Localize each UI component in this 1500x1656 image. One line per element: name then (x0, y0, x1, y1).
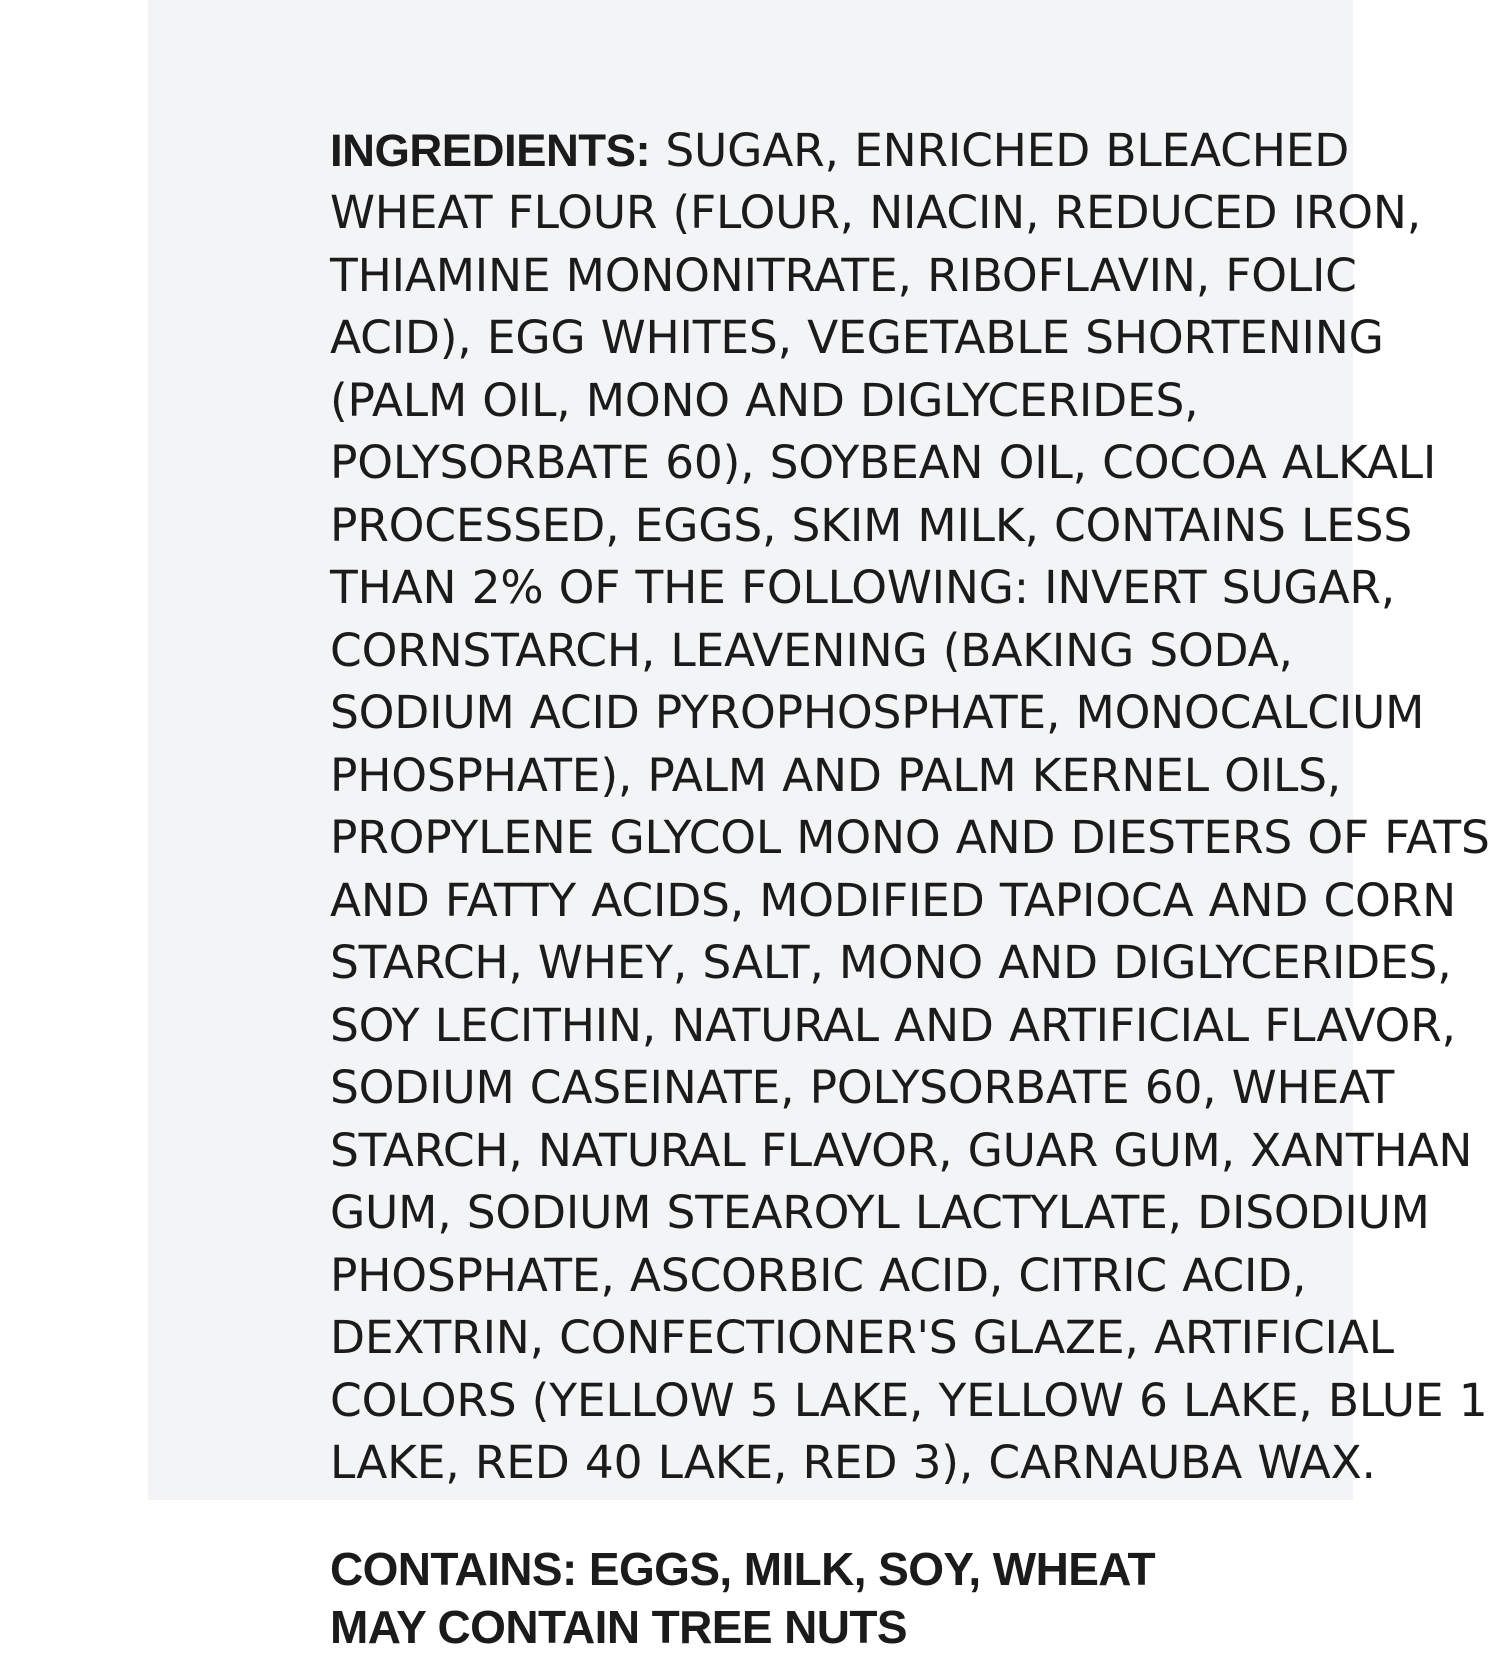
allergen-block (330, 1540, 1490, 1656)
may-contain-statement: MAY CONTAIN TREE NUTS (330, 1601, 907, 1653)
contains-statement: CONTAINS: EGGS, MILK, SOY, WHEAT (330, 1543, 1155, 1595)
ingredients-text: SUGAR, ENRICHED BLEACHED WHEAT FLOUR (FLOUR, NIACIN, REDUCED IRON, THIAMINE MONONITRATE, RIBOFLAVIN, FOLIC ACID), EGG WHITES, VEGETABLE SHORTENING (PALM OIL, MONO AND DIGLYCERIDES, POLYSORBATE 60), SOYBEAN OIL, COCOA ALKALI PROCESSED, EGGS, SKIM MILK, CONTAINS LESS THAN 2% OF THE FOLLOWING: INVERT SUGAR, CORNSTARCH, LEAVENING (BAKING SODA, SODIUM ACID PYROPHOSPHATE, MONOCALCIUM PHOSPHATE), PALM AND PALM KERNEL OILS, PROPYLENE GLYCOL MONO AND DIESTERS OF FATS AND FATTY ACIDS, MODIFIED TAPIOCA AND CORN STARCH, WHEY, SALT, MONO AND DIGLYCERIDES, SOY LECITHIN, NATURAL AND ARTIFICIAL FLAVOR, SODIUM CASEINATE, POLYSORBATE 60, WHEAT STARCH, NATURAL FLAVOR, GUAR GUM, XANTHAN GUM, SODIUM STEAROYL LACTYLATE, DISODIUM PHOSPHATE, ASCORBIC ACID, CITRIC ACID, DEXTRIN, CONFECTIONER'S GLAZE, ARTIFICIAL COLORS (YELLOW 5 LAKE, YELLOW 6 LAKE, BLUE 1 LAKE, RED 40 LAKE, RED 3), CARNAUBA WAX. (330, 123, 1490, 1489)
label-content (330, 74, 1490, 1656)
ingredients-heading: INGREDIENTS: (330, 124, 651, 176)
ingredients-label-panel (148, 0, 1490, 1653)
ingredients-paragraph (330, 120, 1490, 1495)
